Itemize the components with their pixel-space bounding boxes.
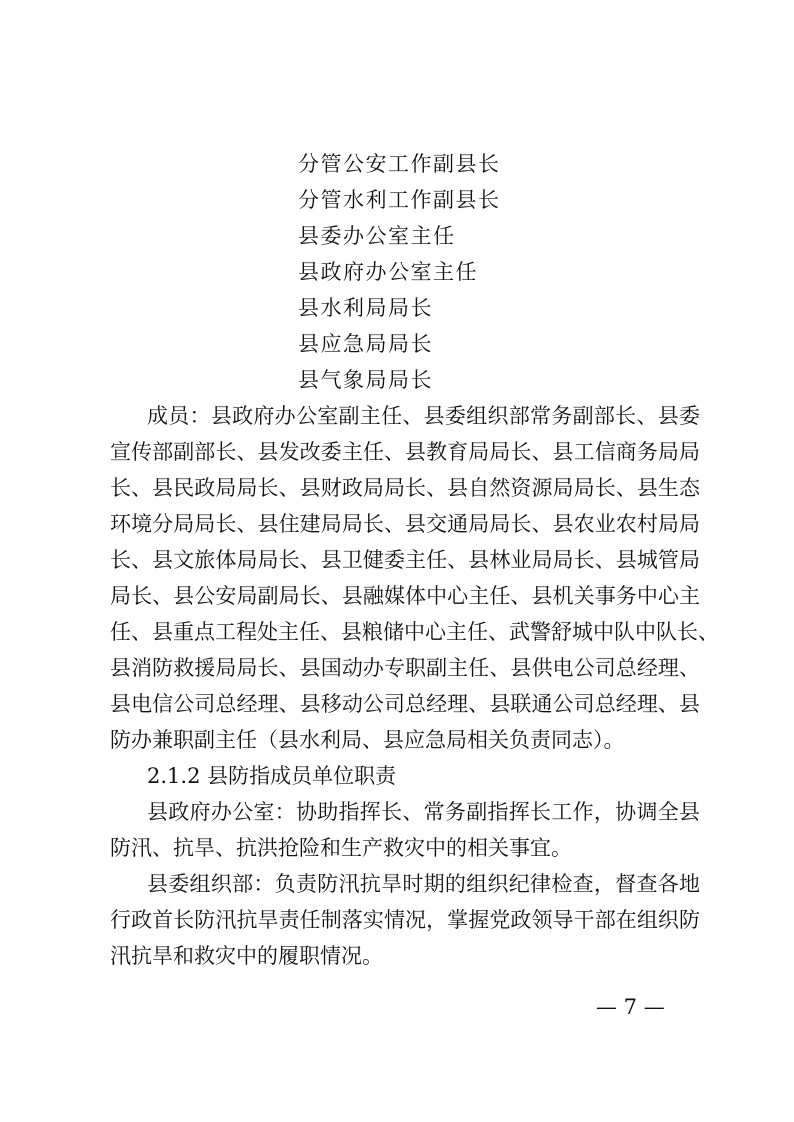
members-line: 成员：县政府办公室副主任、县委组织部常务副部长、县委 bbox=[147, 404, 700, 428]
members-line: 县电信公司总经理、县移动公司总经理、县联通公司总经理、县 bbox=[110, 692, 700, 716]
org-dept-line: 汛抗旱和救灾中的履职情况。 bbox=[110, 944, 383, 968]
members-paragraph bbox=[110, 398, 719, 758]
members-line: 防办兼职副主任（县水利局、县应急局相关负责同志）。 bbox=[110, 728, 625, 752]
gov-office-line: 县政府办公室：协助指挥长、常务副指挥长工作，协调全县 bbox=[147, 800, 700, 824]
role-item: 县应急局局长 bbox=[298, 332, 433, 356]
role-item: 县气象局局长 bbox=[298, 368, 433, 392]
body-text bbox=[110, 398, 719, 974]
role-item: 县水利局局长 bbox=[298, 296, 433, 320]
role-item: 分管公安工作副县长 bbox=[298, 152, 501, 176]
page-number: — 7 — bbox=[596, 995, 665, 1019]
org-dept-line: 行政首长防汛抗旱责任制落实情况，掌握党政领导干部在组织防 bbox=[110, 908, 700, 932]
members-line: 长、县民政局局长、县财政局局长、县自然资源局局长、县生态 bbox=[110, 476, 700, 500]
members-line: 环境分局局长、县住建局局长、县交通局局长、县农业农村局局 bbox=[110, 512, 700, 536]
members-line: 任、县重点工程处主任、县粮储中心主任、武警舒城中队中队长、 bbox=[110, 620, 719, 644]
members-line: 宣传部副部长、县发改委主任、县教育局局长、县工信商务局局 bbox=[110, 440, 700, 464]
org-dept-line: 县委组织部：负责防汛抗旱时期的组织纪律检查，督查各地 bbox=[147, 872, 700, 896]
role-item: 县政府办公室主任 bbox=[298, 260, 478, 284]
members-line: 局长、县公安局副局长、县融媒体中心主任、县机关事务中心主 bbox=[110, 584, 700, 608]
org-dept-paragraph bbox=[110, 866, 700, 974]
role-item: 分管水利工作副县长 bbox=[298, 188, 501, 212]
gov-office-line: 防汛、抗旱、抗洪抢险和生产救灾中的相关事宜。 bbox=[110, 836, 572, 860]
leadership-role-list bbox=[298, 146, 501, 398]
members-line: 长、县文旅体局局长、县卫健委主任、县林业局局长、县城管局 bbox=[110, 548, 700, 572]
role-item: 县委办公室主任 bbox=[298, 224, 456, 248]
section-heading: 2.1.2 县防指成员单位职责 bbox=[147, 764, 397, 788]
gov-office-paragraph bbox=[110, 794, 700, 866]
members-line: 县消防救援局局长、县国动办专职副主任、县供电公司总经理、 bbox=[110, 656, 700, 680]
